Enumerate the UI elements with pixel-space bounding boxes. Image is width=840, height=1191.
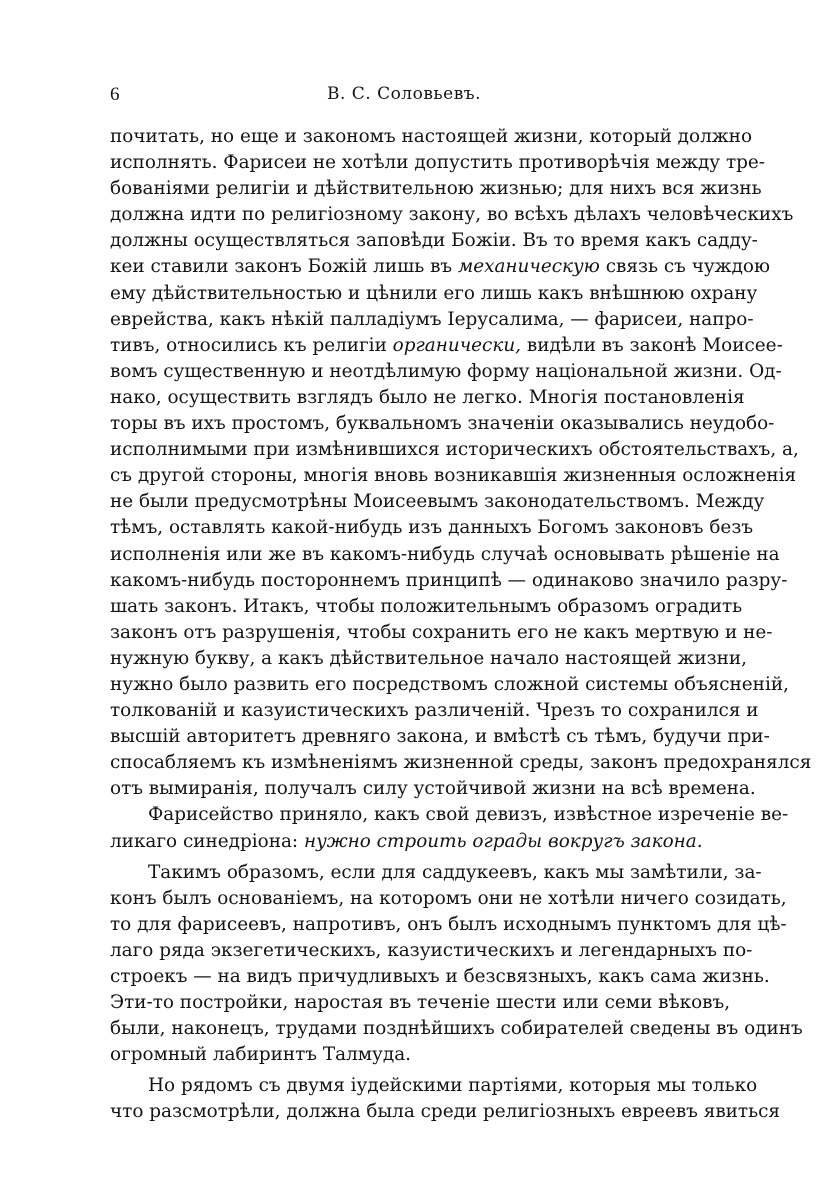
text-run: что разсмотрѣли, должна была среди религіозныхъ евреевъ явиться xyxy=(110,1101,781,1123)
running-title: В. С. Соловьевъ. xyxy=(326,84,482,104)
text-run: съ другой стороны, многія вновь возникавшія жизненныя осложненія xyxy=(110,465,797,487)
text-run: кеи ставили законъ Божій лишь въ xyxy=(110,256,458,278)
text-line xyxy=(110,646,748,672)
text-run: Такимъ образомъ, если для саддукеевъ, какъ мы замѣтили, за- xyxy=(148,861,762,883)
text-run: нужную букву, а какъ дѣйствительное начало настоящей жизни, xyxy=(110,647,748,669)
text-line xyxy=(110,964,770,990)
text-line xyxy=(110,938,753,964)
text-run: строекъ — на видъ причудливыхъ и безсвязныхъ, какъ сама жизнь. xyxy=(110,966,770,987)
text-run: исполнимыми при измѣнившихся историческихъ обстоятельствахъ, а, xyxy=(110,439,799,461)
text-run: спосабляемъ къ измѣненіямъ жизненной среды, законъ предохранялся xyxy=(110,752,812,774)
text-run: должна идти по религіозному закону, во всѣхъ дѣлахъ человѣческихъ xyxy=(110,204,794,226)
text-run: конъ былъ основаніемъ, на которомъ они не хотѣли ничего созидать, xyxy=(110,887,787,909)
text-line xyxy=(110,437,799,463)
text-run: исполненія или же въ какомъ-нибудь случаѣ основывать рѣшеніе на xyxy=(110,543,780,565)
text-run: то для фарисеевъ, напротивъ, онъ былъ исходнымъ пунктомъ для цѣ- xyxy=(110,913,787,935)
text-line xyxy=(110,307,754,333)
text-line xyxy=(110,886,787,912)
text-line xyxy=(110,724,770,750)
text-run: шать законъ. Итакъ, чтобы положительнымъ образомъ оградить xyxy=(110,595,743,617)
text-line xyxy=(110,672,789,698)
text-run: какомъ-нибудь постороннемъ принципѣ — одинаково значило разру- xyxy=(110,569,788,591)
text-line xyxy=(110,515,754,541)
paragraph xyxy=(110,124,812,802)
text-line xyxy=(110,829,703,855)
text-run: Эти-то постройки, наростая въ теченіе шести или семи вѣковъ, xyxy=(110,992,731,1014)
text-line xyxy=(110,1042,698,1068)
italic-phrase: органически, xyxy=(392,334,522,356)
text-line xyxy=(110,202,794,228)
text-run: Фарисейство приняло, какъ свой девизъ, извѣстное изреченіе ве- xyxy=(148,804,789,826)
text-line xyxy=(110,1016,803,1042)
text-line xyxy=(110,150,766,176)
text-line xyxy=(110,912,787,938)
text-line xyxy=(110,698,759,724)
text-run: толкованій и казуистическихъ различеній. Чрезъ то сохранился и xyxy=(110,700,759,722)
text-line xyxy=(110,594,743,620)
text-run: видѣли въ законѣ Моисее- xyxy=(521,334,783,356)
text-line xyxy=(110,124,753,150)
text-run: лаго ряда экзегетическихъ, казуистическихъ и легендарныхъ по- xyxy=(110,939,753,961)
text-run: тѣмъ, оставлять какой-нибудь изъ данныхъ Богомъ законовъ безъ xyxy=(110,517,754,539)
paragraph xyxy=(110,802,789,854)
text-line xyxy=(110,463,797,489)
text-run: еврейства, какъ нѣкій палладіумъ Іерусалима, — фарисеи, напро- xyxy=(110,308,754,330)
paragraph xyxy=(110,1073,781,1125)
text-run: отъ вымиранія, получалъ силу устойчивой жизни на всѣ времена. xyxy=(110,778,756,800)
text-line xyxy=(110,568,788,594)
text-run: огромный лабиринтъ Талмуда. xyxy=(110,1044,412,1066)
text-run: Но рядомъ съ двумя іудейскими партіями, которыя мы только xyxy=(148,1075,758,1097)
text-line xyxy=(110,489,765,515)
text-line xyxy=(110,254,770,280)
text-run: тивъ, относились къ религіи xyxy=(110,334,393,356)
text-run: почитать, но еще и закономъ настоящей жизни, который должно xyxy=(110,126,753,147)
page-number: 6 xyxy=(110,84,120,105)
text-run: законъ отъ разрушенія, чтобы сохранить его не какъ мертвую и не- xyxy=(110,621,773,643)
text-line xyxy=(110,620,773,646)
italic-phrase: механическую xyxy=(457,256,600,278)
text-run: исполнять. Фарисеи не хотѣли допустить противорѣчія между тре- xyxy=(110,152,766,174)
text-run: должны осуществляться заповѣди Божіи. Въ то время какъ садду- xyxy=(110,230,758,252)
page-header xyxy=(110,84,698,110)
text-line xyxy=(110,1099,781,1125)
text-line xyxy=(110,359,782,385)
text-run: вомъ существенную и неотдѣлимую форму національной жизни. Од- xyxy=(110,360,782,382)
text-line xyxy=(110,990,731,1016)
text-line xyxy=(110,860,762,886)
text-line xyxy=(110,333,783,359)
text-line xyxy=(110,750,812,776)
text-line xyxy=(110,802,789,828)
paragraph xyxy=(110,860,803,1069)
text-run: нужно было развить его посредствомъ сложной системы объясненій, xyxy=(110,673,789,695)
text-run: нако, осуществить взглядъ было не легко. Многія постановленія xyxy=(110,386,745,408)
text-line xyxy=(110,176,762,202)
text-line xyxy=(110,281,758,307)
text-line xyxy=(110,542,780,568)
italic-phrase: нужно строить ограды вокругъ закона. xyxy=(303,830,703,852)
body-text xyxy=(110,124,812,1126)
text-run: были, наконецъ, трудами позднѣйшихъ собирателей сведены въ одинъ xyxy=(110,1018,803,1040)
text-run: торы въ ихъ простомъ, буквальномъ значеніи оказывались неудобо- xyxy=(110,413,775,435)
text-run: связь съ чуждою xyxy=(599,256,770,278)
text-run: не были предусмотрѣны Моисеевымъ законодательствомъ. Между xyxy=(110,491,765,513)
text-line xyxy=(110,776,756,802)
text-run: ликаго синедріона: xyxy=(110,830,304,852)
text-line xyxy=(110,385,745,411)
text-line xyxy=(110,1073,758,1099)
text-run: ему дѣйствительностью и цѣнили его лишь какъ внѣшнюю охрану xyxy=(110,282,758,304)
text-line xyxy=(110,228,758,254)
text-run: бованіями религіи и дѣйствительною жизнью; для нихъ вся жизнь xyxy=(110,178,762,200)
text-run: высшій авторитетъ древняго закона, и вмѣстѣ съ тѣмъ, будучи при- xyxy=(110,726,770,748)
text-line xyxy=(110,411,775,437)
